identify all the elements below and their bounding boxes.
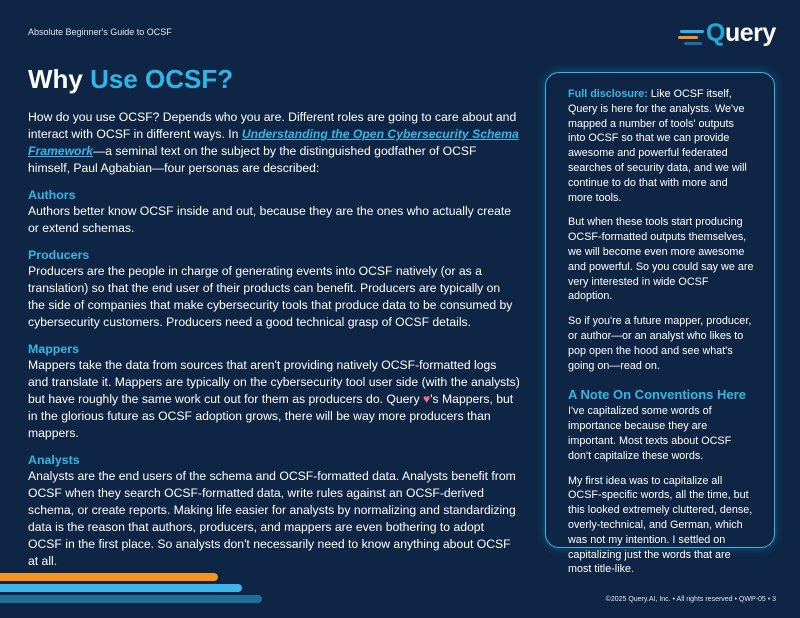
conventions-heading: A Note On Conventions Here	[568, 387, 746, 403]
main-content	[28, 62, 520, 570]
section-heading-analysts: Analysts	[28, 453, 80, 467]
section-body-authors: Authors better know OCSF inside and out, because they are the ones who actually create or extend schemas.	[28, 204, 512, 235]
book-link[interactable]: Understanding the Open Cybersecurity Schema Framework	[28, 127, 519, 158]
read-on-paragraph: So if you're a future mapper, producer, or author—or an analyst who likes to pop open the hood and see what's going on—read on.	[568, 315, 752, 372]
orange-bar	[0, 573, 218, 581]
adoption-paragraph: But when these tools start producing OCSF-formatted outputs themselves, we will become even more awesome and powerful. So you could say we are very interested in wide OCSF adoption.	[568, 216, 754, 303]
sidebar-callout	[545, 72, 775, 576]
page-title: Why Use OCSF?	[28, 64, 234, 94]
section-body-analysts: Analysts are the end users of the schema and OCSF-formatted data. Analysts benefit from OCSF when they search OCSF-formatted data, write rules against an OCSF-derived schema, or create reports. Making life easier for analysts by normalizing and standardizing data is the reason that authors, producers, and mappers are even bothering to adopt OCSF in the first place. So analysts don't necessarily need to know anything about OCSF at all.	[28, 469, 516, 568]
light-blue-bar	[0, 584, 242, 592]
section-body-mappers: Mappers take the data from sources that aren't providing natively OCSF-formatted logs and translate it. Mappers are typically on the cybersecurity tool user side (with the analysts) but have roughly the same work cut out for them as producers do. Query ♥'s Mappers, but in the glorious future as OCSF adoption grows, there will be way more producers than mappers.	[28, 358, 520, 440]
query-logo	[678, 19, 778, 50]
heart-icon: ♥	[422, 392, 431, 406]
page-footer: ©2025 Query.AI, Inc. • All rights reserved • QWP-05 • 3	[605, 596, 776, 603]
section-heading-authors: Authors	[28, 188, 76, 202]
document-title: Absolute Beginner's Guide to OCSF	[28, 27, 172, 37]
disclosure-paragraph: Full disclosure: Like OCSF itself, Query is here for the analysts. We've mapped a number of tools' outputs into OCSF so that we can provide awesome and powerful federated searches of security data, and we will continue to do that with more and more tools.	[568, 88, 747, 204]
conventions-paragraph-2: My first idea was to capitalize all OCSF-specific words, all the time, but this looked extremely cluttered, dense, overly-technical, and German, which was not my intention. I settled on capitalizing just the words that are most title-like.	[568, 474, 753, 576]
section-heading-producers: Producers	[28, 248, 90, 262]
section-body-producers: Producers are the people in charge of generating events into OCSF natively (or as a translation) so that the end user of their products can benefit. Producers are typically on the side of companies that make cybersecurity tools that produce data to be consumed by cybersecurity customers. Producers need a good technical grasp of OCSF details.	[28, 264, 513, 329]
conventions-paragraph-1: I've capitalized some words of importance because they are important. Most texts about OCSF don't capitalize these words.	[568, 405, 732, 462]
section-heading-mappers: Mappers	[28, 342, 79, 356]
intro-paragraph: How do you use OCSF? Depends who you are. Different roles are going to care about and interact with OCSF in different ways. In Understanding the Open Cybersecurity Schema Framework—a seminal text on the subject by the distinguished godfather of OCSF himself, Paul Agbabian—four personas are described:	[28, 110, 519, 175]
dark-blue-bar	[0, 595, 262, 603]
logo-wordmark: Query	[706, 19, 776, 47]
